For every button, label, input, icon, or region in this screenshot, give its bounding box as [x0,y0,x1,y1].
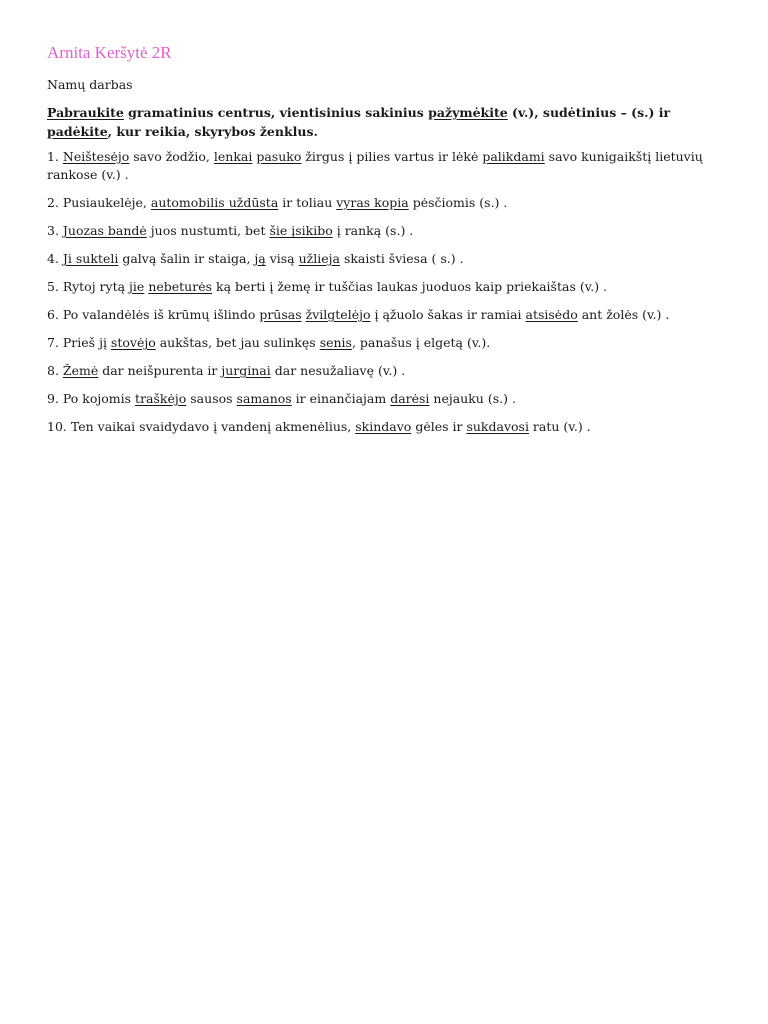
text-segment: 9. Po kojomis [47,391,136,406]
underlined-phrase: sukdavosi [466,419,529,434]
text-segment: dar nesužaliavę (v.) . [270,363,406,378]
underlined-phrase: senis [319,335,352,350]
underlined-phrase: skindavo [355,419,412,434]
text-segment: 7. Prieš jį [47,335,111,350]
exercise-item [47,418,737,436]
underlined-phrase: ją [254,251,266,266]
underlined-phrase: Neištesėjo [62,149,130,164]
exercise-item [47,278,737,296]
text-segment: žirgus į pilies vartus ir lėkė [301,149,483,164]
underlined-phrase: prūsas [259,307,302,322]
text-segment: skaisti šviesa ( s.) . [339,251,464,266]
underlined-phrase: samanos [236,391,292,406]
text-segment: 2. Pusiaukelėje, [47,195,151,210]
underlined-phrase: Juozas bandė [62,223,147,238]
text-segment: 1. [47,149,63,164]
underlined-phrase: palikdami [482,149,545,164]
text-segment: , panašus į elgetą (v.). [351,335,491,350]
exercise-item [47,390,737,408]
text-segment: 4. [47,251,63,266]
exercise-item [47,362,737,380]
exercise-item [47,250,737,268]
underlined-phrase: Ji sukteli [62,251,119,266]
underlined-phrase: žvilgtelėjo [305,307,371,322]
exercise-item [47,306,737,324]
underlined-phrase: vyras kopia [336,195,409,210]
underlined-phrase: Pabraukite [47,105,124,120]
text-segment: galvą šalin ir staiga, [118,251,255,266]
underlined-phrase: darėsi [390,391,430,406]
document-page [47,42,737,446]
text-segment: visą [265,251,299,266]
text-segment: ratu (v.) . [528,419,591,434]
text-segment: , kur reikia, skyrybos ženklus. [107,124,318,139]
text-segment: į ranką (s.) . [332,223,414,238]
text-segment: (v.), sudėtinius – (s.) ir [507,105,671,120]
underlined-phrase: traškėjo [135,391,187,406]
exercise-item [47,194,737,212]
text-segment: aukštas, bet jau sulinkęs [155,335,320,350]
exercise-item [47,222,737,240]
underlined-phrase: padėkite [47,124,108,139]
text-segment: ir toliau [278,195,337,210]
text-segment: į ąžuolo šakas ir ramiai [370,307,526,322]
underlined-phrase: šie įsikibo [269,223,333,238]
exercise-item [47,334,737,352]
text-segment: 5. Rytoj rytą [47,279,130,294]
text-segment: gėles ir [411,419,467,434]
text-segment: savo žodžio, [129,149,214,164]
text-segment: ant žolės (v.) . [577,307,670,322]
text-segment: 10. Ten vaikai svaidydavo į vandenį akmenėlius, [47,419,356,434]
text-segment: nejauku (s.) . [429,391,516,406]
underlined-phrase: automobilis uždūsta [150,195,279,210]
text-segment: ir einančiajam [291,391,391,406]
underlined-phrase: užlieja [298,251,340,266]
document-subtitle: Namų darbas [47,77,133,92]
exercise-item [47,148,737,184]
text-segment: 6. Po valandėlės iš krūmų išlindo [47,307,260,322]
text-segment: ką berti į žemę ir tuščias laukas juoduos kaip priekaištas (v.) . [212,279,608,294]
underlined-phrase: Žemė [62,363,99,378]
underlined-phrase: jurginai [221,363,271,378]
text-segment: 8. [47,363,63,378]
text-segment: sausos [186,391,237,406]
underlined-phrase: atsisėdo [525,307,578,322]
underlined-phrase: jie [129,279,145,294]
text-segment: pėsčiomis (s.) . [408,195,508,210]
underlined-phrase: pasuko [256,149,302,164]
underlined-phrase: nebeturės [148,279,213,294]
text-segment: juos nustumti, bet [146,223,270,238]
underlined-phrase: stovėjo [110,335,156,350]
text-segment: 3. [47,223,63,238]
text-segment: dar neišpurenta ir [98,363,222,378]
underlined-phrase: lenkai [213,149,253,164]
text-segment: savo kunigaikštį lietuvių rankose (v.) . [47,149,703,182]
instruction-paragraph [47,103,737,141]
text-segment: gramatinius centrus, vientisinius sakinius [123,105,429,120]
document-title: Arnita Keršytė 2R [47,43,172,62]
exercise-list [47,148,737,436]
underlined-phrase: pažymėkite [428,105,508,120]
